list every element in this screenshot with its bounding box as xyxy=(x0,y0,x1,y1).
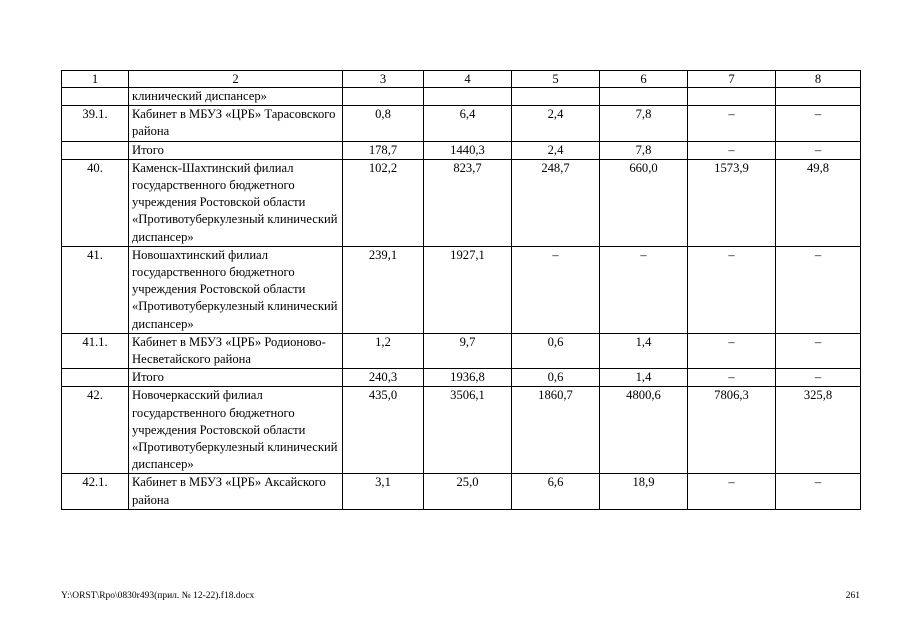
row-number: 39.1. xyxy=(62,106,129,141)
header-cell: 8 xyxy=(776,71,861,88)
cell-col5: 2,4 xyxy=(512,141,600,159)
cell-col8: – xyxy=(776,474,861,509)
table-row xyxy=(62,106,861,141)
row-number xyxy=(62,369,129,387)
row-name: клинический диспансер» xyxy=(129,88,343,106)
table-row xyxy=(62,88,861,106)
row-name: Кабинет в МБУЗ «ЦРБ» Тарасовского района xyxy=(129,106,343,141)
table-row xyxy=(62,246,861,333)
table-row xyxy=(62,159,861,246)
table-row xyxy=(62,141,861,159)
cell-col6: 18,9 xyxy=(600,474,688,509)
cell-col8: – xyxy=(776,106,861,141)
cell-col6: 1,4 xyxy=(600,369,688,387)
row-number xyxy=(62,88,129,106)
header-cell: 4 xyxy=(424,71,512,88)
cell-col7: – xyxy=(688,369,776,387)
cell-col3: 0,8 xyxy=(343,106,424,141)
header-cell: 7 xyxy=(688,71,776,88)
cell-col8: – xyxy=(776,141,861,159)
row-name: Итого xyxy=(129,369,343,387)
row-number xyxy=(62,141,129,159)
cell-col5: 0,6 xyxy=(512,369,600,387)
cell-col8: – xyxy=(776,246,861,333)
cell-col4: 1440,3 xyxy=(424,141,512,159)
table-row xyxy=(62,387,861,474)
row-name: Новошахтинский филиал государственного бюджетного учреждения Ростовской области «Противотуберкулезный клинический диспансер» xyxy=(129,246,343,333)
table-row xyxy=(62,369,861,387)
cell-col6: 1,4 xyxy=(600,333,688,368)
cell-col7: – xyxy=(688,141,776,159)
cell-col8: – xyxy=(776,333,861,368)
row-number: 42.1. xyxy=(62,474,129,509)
header-cell: 2 xyxy=(129,71,343,88)
cell-col3: 239,1 xyxy=(343,246,424,333)
cell-col5: 2,4 xyxy=(512,106,600,141)
cell-col6 xyxy=(600,88,688,106)
cell-col7: 1573,9 xyxy=(688,159,776,246)
header-cell: 6 xyxy=(600,71,688,88)
cell-col5: 248,7 xyxy=(512,159,600,246)
cell-col4: 823,7 xyxy=(424,159,512,246)
header-cell: 5 xyxy=(512,71,600,88)
cell-col3: 435,0 xyxy=(343,387,424,474)
cell-col3: 102,2 xyxy=(343,159,424,246)
cell-col6: – xyxy=(600,246,688,333)
cell-col6: 7,8 xyxy=(600,106,688,141)
cell-col3: 3,1 xyxy=(343,474,424,509)
table-row xyxy=(62,474,861,509)
cell-col7 xyxy=(688,88,776,106)
row-name: Кабинет в МБУЗ «ЦРБ» Аксайского района xyxy=(129,474,343,509)
cell-col4: 1936,8 xyxy=(424,369,512,387)
row-number: 42. xyxy=(62,387,129,474)
cell-col5: 6,6 xyxy=(512,474,600,509)
cell-col4: 9,7 xyxy=(424,333,512,368)
data-table xyxy=(61,70,861,510)
cell-col8: 49,8 xyxy=(776,159,861,246)
cell-col3: 1,2 xyxy=(343,333,424,368)
cell-col5: 1860,7 xyxy=(512,387,600,474)
cell-col4: 1927,1 xyxy=(424,246,512,333)
cell-col3: 178,7 xyxy=(343,141,424,159)
cell-col7: – xyxy=(688,106,776,141)
row-number: 41.1. xyxy=(62,333,129,368)
header-cell: 1 xyxy=(62,71,129,88)
cell-col7: 7806,3 xyxy=(688,387,776,474)
row-name: Кабинет в МБУЗ «ЦРБ» Родионово-Несветайского района xyxy=(129,333,343,368)
cell-col7: – xyxy=(688,474,776,509)
cell-col4: 3506,1 xyxy=(424,387,512,474)
header-cell: 3 xyxy=(343,71,424,88)
cell-col6: 4800,6 xyxy=(600,387,688,474)
row-name: Каменск-Шахтинский филиал государственного бюджетного учреждения Ростовской области «Противотуберкулезный клинический диспансер» xyxy=(129,159,343,246)
cell-col4: 6,4 xyxy=(424,106,512,141)
cell-col4 xyxy=(424,88,512,106)
row-name: Новочеркасский филиал государственного бюджетного учреждения Ростовской области «Противотуберкулезный клинический диспансер» xyxy=(129,387,343,474)
cell-col8: 325,8 xyxy=(776,387,861,474)
header-row xyxy=(62,71,861,88)
cell-col5: 0,6 xyxy=(512,333,600,368)
footer-page-number: 261 xyxy=(845,591,860,601)
cell-col6: 7,8 xyxy=(600,141,688,159)
row-name: Итого xyxy=(129,141,343,159)
cell-col7: – xyxy=(688,333,776,368)
table-row xyxy=(62,333,861,368)
row-number: 41. xyxy=(62,246,129,333)
footer-file-path: Y:\ORST\Rpo\0830r493(прил. № 12-22).f18.docx xyxy=(61,591,255,601)
row-number: 40. xyxy=(62,159,129,246)
cell-col8 xyxy=(776,88,861,106)
cell-col6: 660,0 xyxy=(600,159,688,246)
cell-col8: – xyxy=(776,369,861,387)
cell-col3: 240,3 xyxy=(343,369,424,387)
cell-col5 xyxy=(512,88,600,106)
cell-col5: – xyxy=(512,246,600,333)
cell-col3 xyxy=(343,88,424,106)
cell-col7: – xyxy=(688,246,776,333)
cell-col4: 25,0 xyxy=(424,474,512,509)
